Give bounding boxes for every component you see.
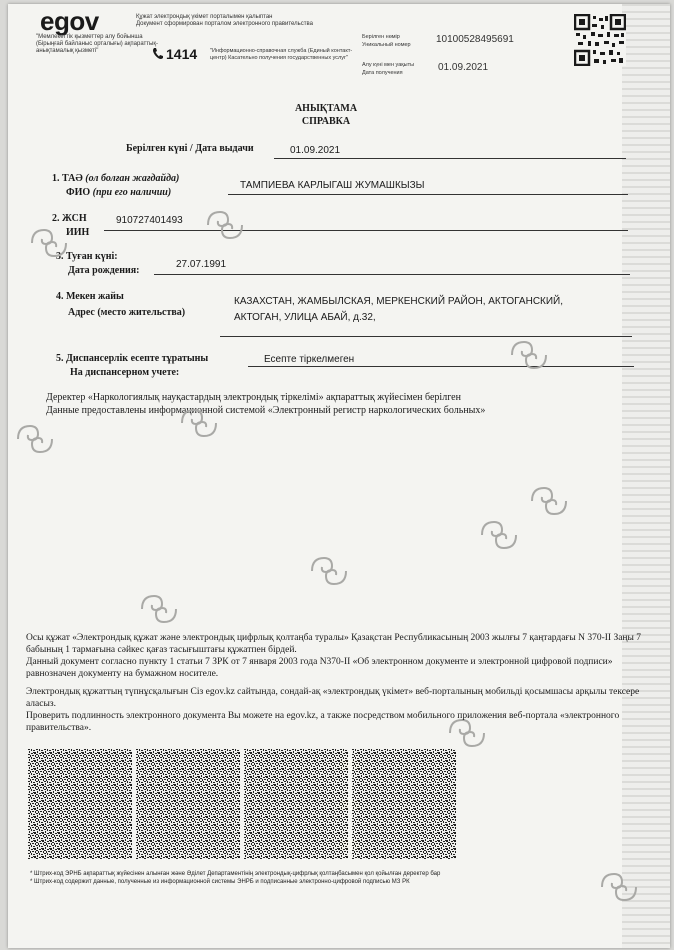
qr-code-icon — [574, 14, 626, 66]
portal-notice-kz: Құжат электрондық үкімет порталымен қалыптан — [136, 14, 273, 20]
address-underline — [220, 336, 632, 337]
iin-underline — [104, 230, 628, 231]
barcode-block-3 — [244, 749, 348, 859]
hotline-number: 1414 — [166, 46, 198, 62]
iin-value: 910727401493 — [116, 215, 183, 226]
portal-notice-ru: Документ сформирован порталом электронного правительства — [136, 21, 314, 27]
dispensary-status-value: Есепте тіркелмеген — [264, 354, 355, 365]
received-number-label: Берілген нөмір — [362, 34, 400, 40]
barcode-block-1 — [28, 749, 132, 859]
scan-edge-noise — [622, 4, 670, 948]
dispensary-underline — [248, 366, 634, 367]
address-value-line-2: АКТОГАН, УЛИЦА АБАЙ, д.32, — [234, 312, 376, 323]
data-source-kz: Деректер «Наркологиялық науқастардың электрондық тіркелімі» ақпараттық жүйесімен берілген — [46, 392, 461, 403]
ornament-icon — [308, 554, 350, 588]
issue-date-label: Берілген күні / Дата выдачи — [126, 143, 254, 154]
egov-slogan: "Мемлекеттік қызметтер алу бойынша (Бірыңғай байланыс орталығы) ақпараттық-анықтамалық қызметі" — [36, 34, 158, 54]
field-3-label-ru: Дата рождения: — [68, 265, 140, 276]
ornament-icon — [478, 518, 520, 552]
birth-date-underline — [154, 274, 630, 275]
barcode-block-2 — [136, 749, 240, 859]
field-5-label-ru: На диспансерном учете: — [70, 367, 180, 378]
verification-notice-kz: Электрондық құжаттың түпнұсқалығын Сіз egov.kz сайтында, сондай-ақ «электрондық үкімет» веб-порталының мобильді қосымшасы арқылы тексере аласыз. — [26, 687, 640, 709]
field-4-label-ru: Адрес (место жительства) — [68, 307, 186, 318]
doc-number: 10100528495691 — [436, 34, 514, 45]
field-1-ru-note: (при его наличии) — [92, 187, 172, 198]
field-1-kz: 1. ТАӘ — [52, 173, 83, 184]
data-source — [46, 392, 626, 417]
footnote-kz: * Штрих-код ЭРНБ ақпараттық жүйесінен алынған және Әділет Департаментінің электрондық-цифрлық қолтаңбасымен қол қойылған деректер бар — [30, 871, 441, 877]
ornament-icon — [14, 422, 56, 456]
ornament-icon — [138, 592, 180, 626]
issued-date-label-ru: Дата получения — [362, 70, 403, 76]
issued-date-label-kz: Алу күні мен уақыты — [362, 62, 415, 68]
data-source-ru: Данные предоставлены информационной системой «Электронный регистр наркологических больных» — [46, 404, 486, 416]
issue-date-underline — [274, 158, 626, 159]
full-name-underline — [228, 194, 628, 195]
document-page — [8, 4, 670, 948]
field-1-label-ru — [66, 186, 171, 199]
contact-center-text: "Информационно-справочная служба (Единый контакт-центр) Касательно получения государственных услуг" — [210, 48, 353, 61]
ornament-icon — [178, 406, 220, 440]
verification-notice-ru: Проверить подлинность электронного документа Вы можете на egov.kz, а также посредством мобильного приложения веб-портала «электронного правительства». — [26, 711, 620, 733]
field-2-label-kz: 2. ЖСН — [52, 213, 87, 224]
issue-date-value: 01.09.2021 — [290, 145, 341, 156]
legal-notice-ru: Данный документ согласно пункту 1 статьи 7 ЗРК от 7 января 2003 года N370-II «Об электронном документе и электронной цифровой подписи» равнозначен документу на бумажном носителе. — [26, 657, 613, 679]
unique-number-label: Уникальный номер — [362, 42, 411, 48]
footnote-ru: * Штрих-код содержит данные, полученные из информационной системы ЭНРБ и подписанные электронно-цифровой подписью МЗ РК — [30, 879, 410, 885]
field-2-label-ru: ИИН — [66, 227, 90, 238]
address-value-line-1: КАЗАХСТАН, ЖАМБЫЛСКАЯ, МЕРКЕНСКИЙ РАЙОН, АКТОГАНСКИЙ, — [234, 296, 564, 307]
field-1-kz-note: (ол болған жағдайда) — [85, 173, 180, 184]
footnotes — [30, 870, 610, 886]
title-kz: АНЫҚТАМА — [294, 103, 358, 114]
ornament-icon — [28, 226, 70, 260]
document-title — [264, 102, 388, 128]
full-name-value: ТАМПИЕВА КАРЛЫГАШ ЖУМАШКЫЗЫ — [240, 180, 425, 191]
egov-logo: egov — [40, 6, 99, 36]
ornament-icon — [204, 208, 246, 242]
verification-notice — [26, 686, 662, 734]
field-5-label-kz: 5. Диспансерлік есепте тұратыны — [56, 353, 209, 364]
issued-date: 01.09.2021 — [438, 62, 489, 73]
ornament-icon — [528, 484, 570, 518]
portal-notice — [136, 14, 336, 28]
field-3-label-kz: 3. Туған күні: — [56, 251, 118, 262]
ornament-icon — [508, 338, 550, 372]
field-1-ru: ФИО — [66, 187, 91, 198]
title-ru: СПРАВКА — [301, 116, 351, 127]
field-4-label-kz: 4. Мекен жайы — [56, 291, 124, 302]
legal-notice-kz: Осы құжат «Электрондық құжат және электрондық цифрлық қолтаңба туралы» Қазақстан Республикасының 2003 жылғы 7 қаңтардағы N 370-II Заңы 7 бабының 1 тармағына сәйкес қағаз тасығыштағы құжатпен бірдей. — [26, 633, 642, 655]
legal-notice — [26, 632, 662, 680]
field-1-label-kz — [52, 172, 179, 185]
barcode-block-4 — [352, 749, 456, 859]
phone-icon — [152, 47, 163, 60]
birth-date-value: 27.07.1991 — [176, 259, 227, 270]
